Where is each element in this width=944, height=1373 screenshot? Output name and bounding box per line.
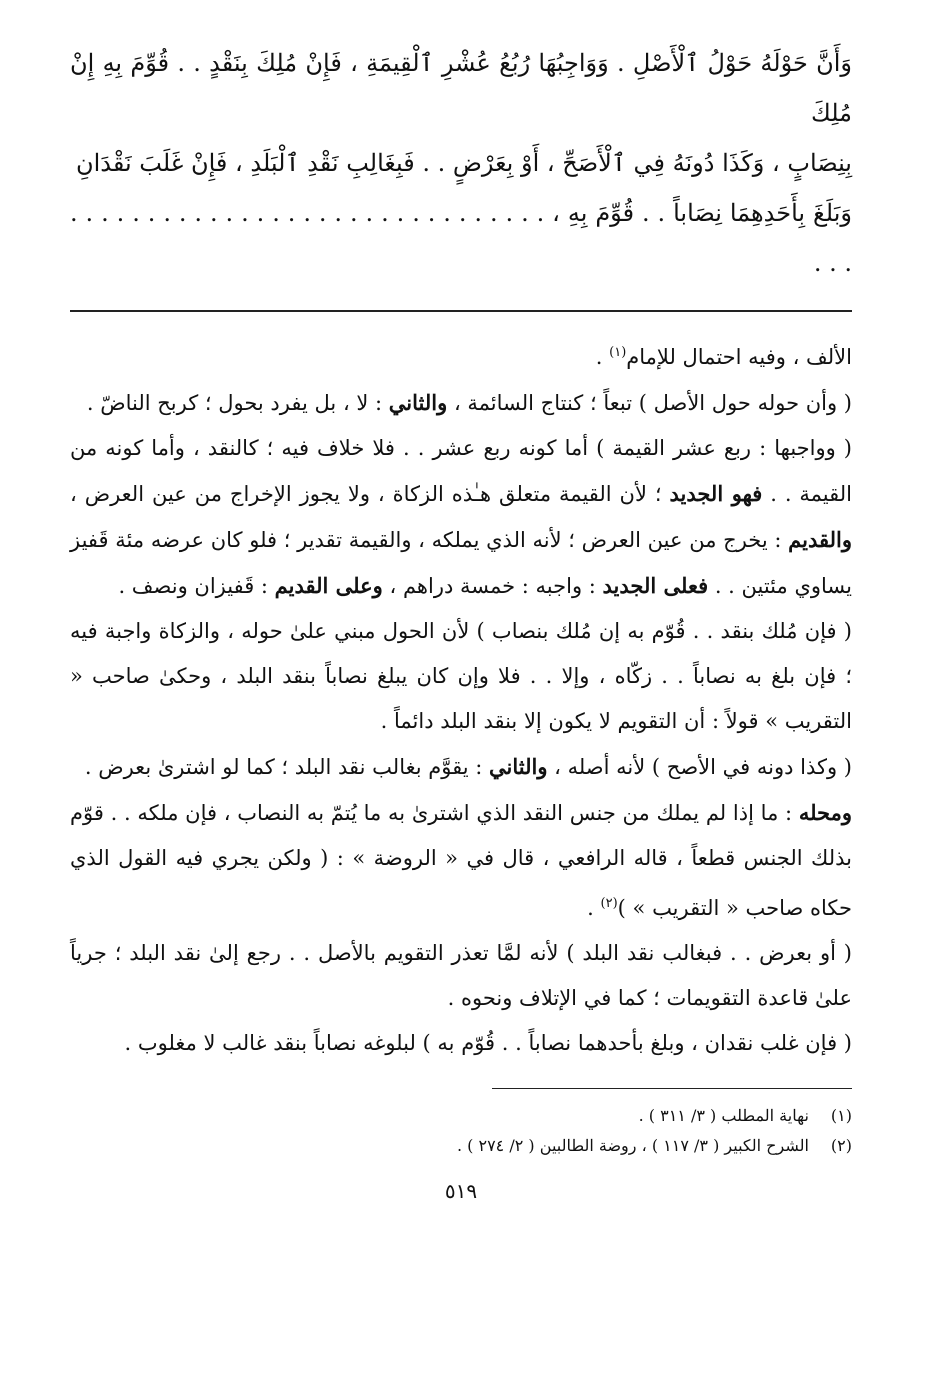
matn-line: وَبَلَغَ بِأَحَدِهِمَا نِصَاباً . . قُوِّمَ بِهِ ، . . . . . . . . . . . . . . . . . . . . . . . . . . . . . . . . . . bbox=[70, 199, 852, 277]
footnote bbox=[70, 1101, 852, 1131]
footnote-ref: (١) bbox=[609, 345, 627, 360]
sharh-paragraph: ( فإن مُلك بنقد . . قُوّم به إن مُلك بنصاب ) لأن الحول مبني علىٰ حوله ، والزكاة واجبة فيه ؛ فإن بلغ به نصاباً . . زكّاه ، وإلا . . فلا وإن كان يبلغ نصاباً بنقد البلد ، وحكىٰ صاحب « التقريب » قولاً : أن التقويم لا يكون إلا بنقد البلد دائماً . bbox=[70, 619, 852, 733]
sharh-paragraph: ( وواجبها : ربع عشر القيمة ) أما كونه ربع عشر . . فلا خلاف فيه ؛ كالنقد ، وأما كونه من القيمة . . فهو الجديد ؛ لأن القيمة متعلق هـٰذه الزكاة ، ولا يجوز الإخراج من عين العرض ، والقديم : يخرج من عين العرض ؛ لأنه الذي يملكه ، والقيمة تقدير ؛ فلو كان عرضه مئة قَفيز يساوي مئتين . . فعلى الجديد : واجبه : خمسة دراهم ، وعلى القديم : قَفيزان ونصف . bbox=[70, 436, 853, 598]
sharh-paragraph: ومحله : ما إذا لم يملك من جنس النقد الذي اشترىٰ به ما يُتمّ به النصاب ، فإن ملكه . . قوّم بذلك الجنس قطعاً ، قاله الرافعي ، قال في « الروضة » : ( ولكن يجري فيه القول الذي حكاه صاحب « التقريب » )$^{(٢)}$ . bbox=[70, 800, 852, 920]
sharh-paragraph: ( أو بعرض . . فبغالب نقد البلد ) لأنه لمَّا تعذر التقويم بالأصل . . رجع إلىٰ نقد البلد ؛ جرياً علىٰ قاعدة التقويمات ؛ كما في الإتلاف ونحوه . bbox=[70, 941, 852, 1010]
book-page bbox=[70, 38, 852, 1203]
sharh-text bbox=[70, 330, 852, 1066]
sharh-paragraph: ( وأن حوله حول الأصل ) تبعاً ؛ كنتاج السائمة ، والثاني : لا ، بل يفرد بحول ؛ كربح الناضّ . bbox=[86, 390, 852, 415]
footnote-number: (٢) bbox=[830, 1136, 852, 1155]
matn-text bbox=[70, 38, 852, 288]
matn-line: بِنِصَابٍ ، وَكَذَا دُونَهُ فِي ٱلْأَصَحِّ ، أَوْ بِعَرْضٍ . . فَبِغَالِبِ نَقْدِ ٱلْبَلَدِ ، فَإِنْ غَلَبَ نَقْدَانِ bbox=[75, 149, 852, 177]
footnote-text: نهاية المطلب ( ٣/ ٣١١ ) . bbox=[638, 1106, 809, 1125]
sharh-paragraph: الألف ، وفيه احتمال للإمام$^{(١)}$ . bbox=[595, 345, 852, 369]
sharh-paragraph: ( فإن غلب نقدان ، وبلغ بأحدهما نصاباً . . قُوّم به ) لبلوغه نصاباً بنقد غالب لا مغلوب . bbox=[124, 1031, 852, 1055]
matn-line: وَأَنَّ حَوْلَهُ حَوْلُ ٱلْأَصْلِ . وَوَاجِبُهَا رُبُعُ عُشْرِ ٱلْقِيمَةِ ، فَإِنْ مُلِكَ بِنَقْدٍ . . قُوِّمَ بِهِ إِنْ مُلِكَ bbox=[70, 49, 852, 127]
page-number: ٥١٩ bbox=[444, 1179, 478, 1203]
footnote-number: (١) bbox=[830, 1106, 852, 1125]
footnote bbox=[70, 1131, 852, 1161]
matn-divider bbox=[70, 310, 852, 312]
footnote-text: الشرح الكبير ( ٣/ ١١٧ ) ، روضة الطالبين ( ٢/ ٢٧٤ ) . bbox=[456, 1136, 809, 1155]
footnotes bbox=[70, 1101, 852, 1161]
footnote-ref: (٢) bbox=[600, 896, 618, 911]
sharh-paragraph: ( وكذا دونه في الأصح ) لأنه أصله ، والثاني : يقوَّم بغالب نقد البلد ؛ كما لو اشترىٰ بعرض . bbox=[84, 754, 852, 779]
footnote-divider bbox=[492, 1088, 852, 1089]
